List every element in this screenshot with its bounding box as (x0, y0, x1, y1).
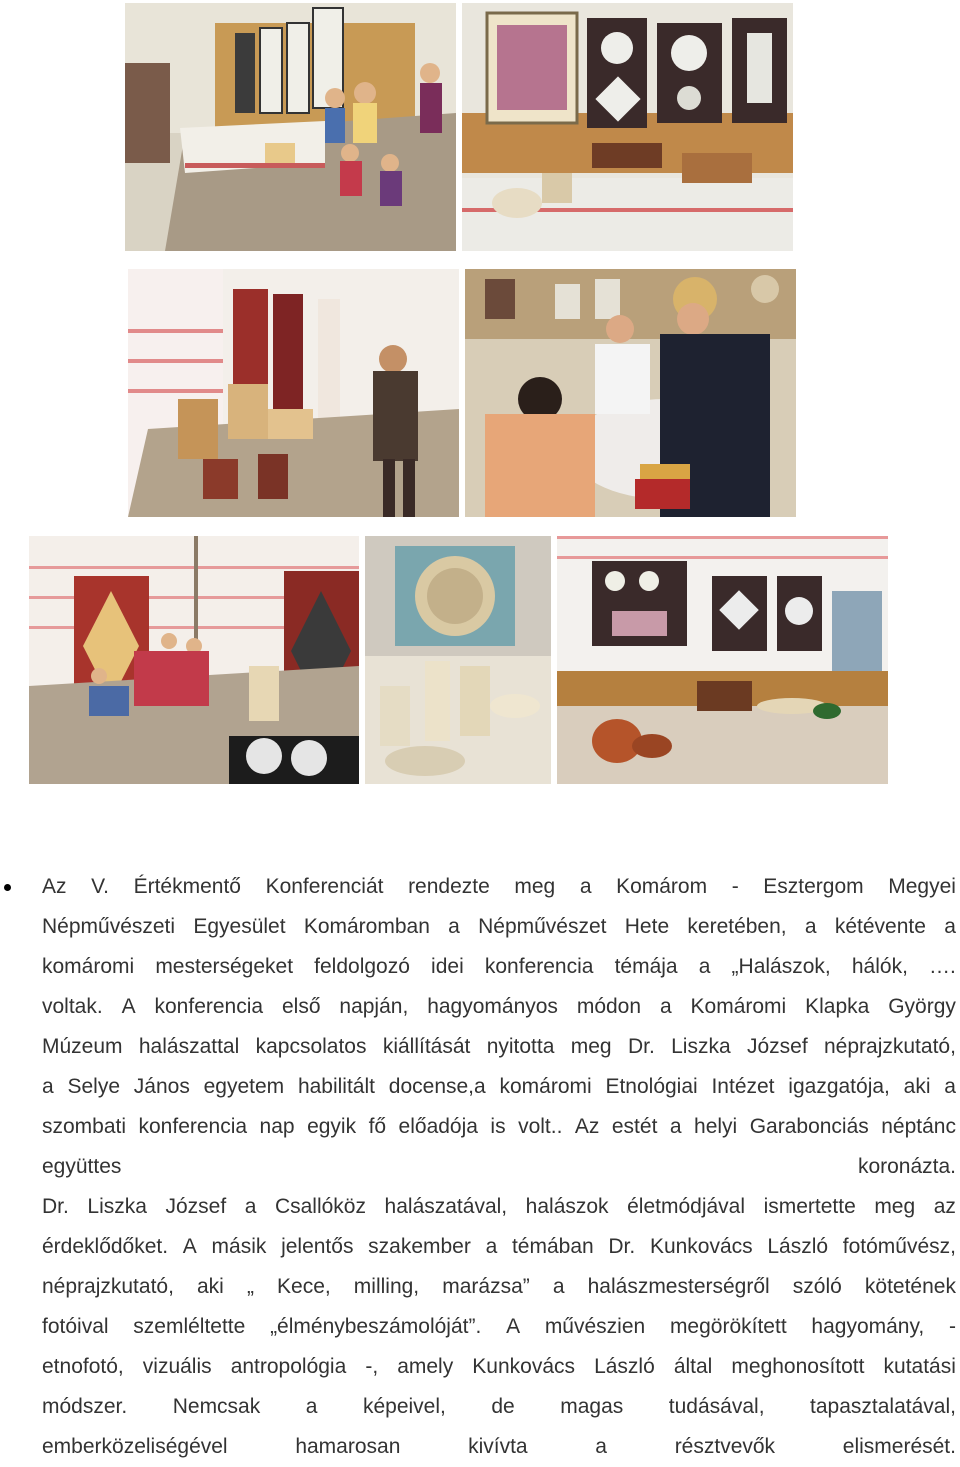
article-word: A (182, 1235, 197, 1258)
article-word: Dr. (42, 1195, 69, 1218)
article-word: a (305, 1395, 318, 1418)
article-word: Komáromban (303, 915, 430, 938)
article-word: nyitotta (486, 1035, 555, 1058)
photo-framed-lace-pottery (557, 536, 888, 784)
article-word: Liszka (671, 1035, 731, 1058)
article-word: kötetének (864, 1275, 956, 1298)
article-line (42, 1387, 956, 1427)
article-word: igazgatója, (788, 1075, 890, 1098)
article-word: estét (611, 1115, 658, 1138)
photo-woven-carpets-basket (128, 269, 459, 517)
article-word: hamarosan (295, 1435, 401, 1458)
article-word: mesterségeket (155, 955, 294, 978)
article-word: „Halászok, (731, 955, 831, 978)
article-word: Egyesület (193, 915, 286, 938)
article-word: marázsa” (442, 1275, 530, 1298)
article-word: kivívta (468, 1435, 528, 1458)
article-word: a (42, 1075, 54, 1098)
article-word: feldolgozó (314, 955, 410, 978)
article-word: konferencia (138, 1115, 248, 1138)
article-word: antropológia (230, 1355, 347, 1378)
article-word: tapasztalatával, (810, 1395, 956, 1418)
article-word: Megyei (888, 875, 956, 898)
article-word: Komárom (616, 875, 708, 898)
article-line (42, 1427, 956, 1467)
article-word: László (767, 1235, 829, 1258)
article-word: a (944, 915, 956, 938)
article-word: Értékmentő (133, 875, 241, 898)
article-word: meg (570, 1035, 612, 1058)
article-word: Klapka (805, 995, 870, 1018)
article-word: jelentős (281, 1235, 354, 1258)
article-word: a (448, 915, 460, 938)
article-word: halászattal (138, 1035, 240, 1058)
article-word: koronázta. (857, 1155, 956, 1178)
article-line (42, 1227, 956, 1267)
article-line (42, 867, 956, 907)
article-word: a (698, 955, 711, 978)
article-word: megörökített (669, 1315, 787, 1338)
article-line (42, 1267, 956, 1307)
article-word: a (552, 1275, 565, 1298)
article-word: Liszka (87, 1195, 147, 1218)
article-word: együttes (42, 1155, 122, 1178)
article-word: egyetem (203, 1075, 285, 1098)
article-word: „ (246, 1275, 254, 1298)
article-word: szóló (792, 1275, 842, 1298)
article-word: nap (259, 1115, 295, 1138)
article-line (42, 1067, 956, 1107)
article-word: voltak. (42, 995, 103, 1018)
article-line (42, 947, 956, 987)
article-word: Selye (67, 1075, 120, 1098)
article-word: -, (365, 1355, 379, 1378)
article-word: tudásával, (668, 1395, 765, 1418)
article-word: magas (560, 1395, 624, 1418)
article-line (42, 1187, 956, 1227)
article-word: első (281, 995, 321, 1018)
article-word: rendezte (408, 875, 490, 898)
article-word: komáromi (42, 955, 135, 978)
article-word: aki (197, 1275, 224, 1298)
article-word: fotóival (42, 1315, 109, 1338)
photo-dolls-exhibition-table (125, 3, 456, 251)
article-word: Az (42, 875, 67, 898)
article-word: Az (574, 1115, 600, 1138)
article-word: György (888, 995, 956, 1018)
article-word: Nemcsak (172, 1395, 261, 1418)
article-word: meghonosított (731, 1355, 865, 1378)
article-word: módszer. (42, 1395, 128, 1418)
article-word: Intézet (711, 1075, 775, 1098)
article-word: vizuális (142, 1355, 212, 1378)
article-word: halászmesterségről (587, 1275, 770, 1298)
photo-visitors-craft-table (465, 269, 796, 517)
article-word: docense,a (388, 1075, 486, 1098)
article-word: a (595, 1435, 607, 1458)
list-bullet (4, 884, 11, 891)
article-word: János (133, 1075, 190, 1098)
article-word: hálók, (851, 955, 908, 978)
article-line (42, 1027, 956, 1067)
article-word: másik (211, 1235, 267, 1258)
article-word: Dr. (627, 1035, 655, 1058)
article-word: néprajzkutató, (824, 1035, 956, 1058)
article-word: az (933, 1195, 956, 1218)
article-word: …. (929, 955, 956, 978)
article-line (42, 1347, 956, 1387)
article-word: szombati (42, 1115, 127, 1138)
article-word: témában (511, 1235, 594, 1258)
article-word: V. (91, 875, 110, 898)
article-line (42, 1307, 956, 1347)
article-word: József (746, 1035, 808, 1058)
article-word: milling, (353, 1275, 420, 1298)
article-paragraph (42, 867, 956, 1467)
article-word: a (944, 1075, 956, 1098)
article-word: szemléltette (133, 1315, 246, 1338)
article-word: egyik (307, 1115, 357, 1138)
article-word: Konferenciát (265, 875, 384, 898)
article-word: a (244, 1195, 257, 1218)
article-word: Múzeum (42, 1035, 123, 1058)
article-word: által (673, 1355, 713, 1378)
article-word: Kece, (277, 1275, 331, 1298)
article-word: A (121, 995, 136, 1018)
article-word: habilitált (297, 1075, 375, 1098)
article-word: témája (614, 955, 678, 978)
article-word: - (949, 1315, 956, 1338)
article-word: szakember (368, 1235, 471, 1258)
article-word: Dr. (608, 1235, 636, 1258)
article-word: volt.. (518, 1115, 563, 1138)
article-word: fotóművész, (842, 1235, 956, 1258)
article-word: kétévente (834, 915, 926, 938)
article-line (42, 1147, 956, 1187)
article-word: a (669, 1115, 682, 1138)
article-word: komáromi (499, 1075, 592, 1098)
article-word: Kunkovács (472, 1355, 576, 1378)
article-word: Garabonciás (749, 1115, 869, 1138)
article-word: a (485, 1235, 498, 1258)
article-word: amely (397, 1355, 454, 1378)
article-word: művészien (544, 1315, 646, 1338)
article-word: helyi (694, 1115, 738, 1138)
article-word: érdeklődőket. (42, 1235, 169, 1258)
article-word: résztvevők (674, 1435, 776, 1458)
article-word: Népművészeti (42, 915, 176, 938)
article-word: is (490, 1115, 506, 1138)
article-word: Komáromi (690, 995, 787, 1018)
photo-lace-framed-wall (462, 3, 793, 251)
article-word: életmódjával (627, 1195, 746, 1218)
article-word: elismerését. (842, 1435, 956, 1458)
article-word: ismertette (763, 1195, 856, 1218)
article-line (42, 907, 956, 947)
article-word: Kunkovács (649, 1235, 753, 1258)
article-word: József (165, 1195, 227, 1218)
article-line (42, 1107, 956, 1147)
article-word: fő (368, 1115, 387, 1138)
photo-carpets-dolls-corner (29, 536, 359, 784)
article-word: László (594, 1355, 655, 1378)
article-word: néptánc (881, 1115, 956, 1138)
article-word: előadója (398, 1115, 478, 1138)
article-word: keretében, (687, 915, 787, 938)
article-word: emberközeliségével (42, 1435, 228, 1458)
article-word: - (731, 875, 739, 898)
article-word: hagyomány, (811, 1315, 925, 1338)
article-word: képeivel, (362, 1395, 446, 1418)
article-word: Népművészet (478, 915, 607, 938)
article-line (42, 987, 956, 1027)
article-word: módon (576, 995, 642, 1018)
article-word: kapcsolatos (255, 1035, 367, 1058)
photo-corn-husk-figures (365, 536, 551, 784)
article-word: meg (874, 1195, 916, 1218)
article-word: a (804, 915, 817, 938)
article-word: halászok (525, 1195, 609, 1218)
article-word: Csallóköz (274, 1195, 366, 1218)
article-word: de (491, 1395, 515, 1418)
article-word: „élménybeszámolóját”. (270, 1315, 482, 1338)
article-word: néprajzkutató, (42, 1275, 174, 1298)
article-word: a (659, 995, 672, 1018)
article-word: konferencia (484, 955, 594, 978)
article-word: hagyományos (427, 995, 558, 1018)
article-word: napján, (339, 995, 409, 1018)
article-word: aki (903, 1075, 931, 1098)
article-word: halászatával, (384, 1195, 508, 1218)
article-word: meg (514, 875, 556, 898)
article-word: idei (431, 955, 464, 978)
article-word: kiállítását (382, 1035, 471, 1058)
article-word: Esztergom (763, 875, 864, 898)
article-word: A (506, 1315, 521, 1338)
article-word: etnofotó, (42, 1355, 124, 1378)
article-word: a (579, 875, 592, 898)
article-word: Hete (624, 915, 670, 938)
article-word: kutatási (883, 1355, 956, 1378)
article-word: konferencia (154, 995, 264, 1018)
article-word: Etnológiai (605, 1075, 698, 1098)
